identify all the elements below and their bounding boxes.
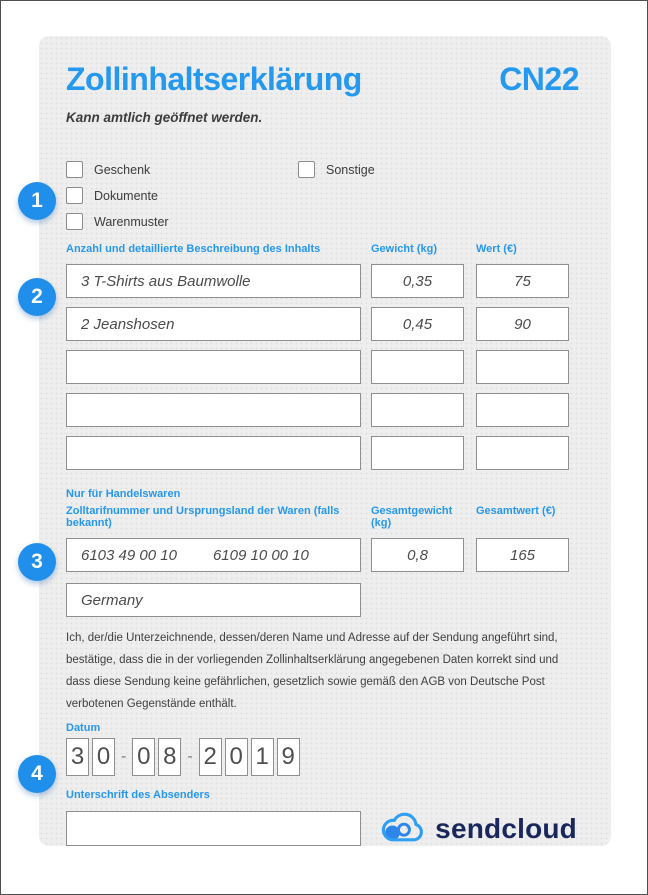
cn22-form-card: [39, 36, 611, 846]
origin-country-row: [66, 583, 579, 617]
brand-logo: [380, 809, 577, 848]
date-month-digit-2[interactable]: 8: [158, 738, 181, 776]
form-subtitle: Kann amtlich geöffnet werden.: [66, 110, 263, 125]
total-weight-field[interactable]: 0,8: [371, 538, 464, 572]
checkbox-dokumente[interactable]: [66, 187, 298, 204]
header-description: Anzahl und detaillierte Beschreibung des Inhalts: [66, 243, 321, 255]
step-badge-2: 2: [18, 278, 56, 316]
item-1-description-field[interactable]: 3 T-Shirts aus Baumwolle: [66, 264, 361, 298]
item-4-value-field[interactable]: [476, 393, 569, 427]
date-month-digit-1[interactable]: 0: [132, 738, 155, 776]
item-5-value-field[interactable]: [476, 436, 569, 470]
checkbox-geschenk-label: Geschenk: [94, 162, 151, 177]
header-weight: Gewicht (kg): [371, 243, 438, 255]
checkbox-dokumente-label: Dokumente: [94, 188, 158, 203]
checkbox-warenmuster[interactable]: [66, 213, 298, 230]
tariff-number-1: 6103 49 00 10: [81, 546, 177, 564]
page-title: Zollinhaltserklärung: [66, 61, 362, 97]
checkbox-sonstige-box[interactable]: [298, 161, 315, 178]
checkbox-geschenk[interactable]: [66, 161, 298, 178]
item-row-1: [66, 264, 579, 298]
checkbox-warenmuster-box[interactable]: [66, 213, 83, 230]
checkbox-sonstige[interactable]: [298, 161, 579, 178]
signature-label: Unterschrift des Absenders: [66, 789, 210, 801]
tariff-number-2: 6109 10 00 10: [212, 546, 309, 564]
item-1-value-field[interactable]: 75: [476, 264, 569, 298]
item-row-3: [66, 350, 579, 384]
date-day-digit-2[interactable]: 0: [92, 738, 115, 776]
date-input-group: [66, 738, 579, 776]
origin-country-field[interactable]: Germany: [66, 583, 361, 617]
item-5-description-field[interactable]: [66, 436, 361, 470]
item-row-2: [66, 307, 579, 341]
commercial-section-label: Nur für Handelswaren: [66, 488, 181, 500]
date-year-digit-2[interactable]: 0: [225, 738, 248, 776]
item-4-weight-field[interactable]: [371, 393, 464, 427]
header-value: Wert (€): [476, 243, 517, 255]
date-label: Datum: [66, 722, 101, 734]
checkbox-sonstige-label: Sonstige: [326, 162, 375, 177]
declaration-text: Ich, der/die Unterzeichnende, dessen/deren Name und Adresse auf der Sendung angeführt sind, bestätige, dass die in der vorliegenden Zollinhaltserklärung angegebenen Daten korrekt sind und dass diese Sendung keine gefährlichen, gesetzlich sowie gemäß den AGB von Deutsche Post verbotenen Gegenstände enthält.: [66, 632, 559, 710]
item-row-4: [66, 393, 579, 427]
step-badge-3: 3: [18, 543, 56, 581]
form-header: [66, 61, 579, 98]
total-weight-label: Gesamtgewicht (kg): [371, 505, 453, 529]
date-year-digit-4[interactable]: 9: [277, 738, 300, 776]
signature-row: [66, 809, 579, 848]
date-separator-1: -: [121, 748, 127, 765]
item-2-description-field[interactable]: 2 Jeanshosen: [66, 307, 361, 341]
brand-name: sendcloud: [435, 812, 577, 844]
date-day-digit-1[interactable]: 3: [66, 738, 89, 776]
item-4-description-field[interactable]: [66, 393, 361, 427]
tariff-number-field[interactable]: [66, 538, 361, 572]
step-badge-4: 4: [18, 755, 56, 793]
category-checkbox-group: [66, 161, 579, 230]
signature-field[interactable]: [66, 811, 361, 846]
sendcloud-cloud-icon: [380, 809, 426, 848]
item-3-weight-field[interactable]: [371, 350, 464, 384]
date-separator-2: -: [187, 748, 193, 765]
date-year-digit-1[interactable]: 2: [199, 738, 222, 776]
tariff-label: Zolltarifnummer und Ursprungsland der Waren (falls bekannt): [66, 505, 340, 529]
checkbox-dokumente-box[interactable]: [66, 187, 83, 204]
item-1-weight-field[interactable]: 0,35: [371, 264, 464, 298]
commercial-header-row: [66, 505, 579, 529]
item-2-weight-field[interactable]: 0,45: [371, 307, 464, 341]
total-value-field[interactable]: 165: [476, 538, 569, 572]
commercial-row: [66, 538, 579, 572]
checkbox-geschenk-box[interactable]: [66, 161, 83, 178]
total-value-label: Gesamtwert (€): [476, 505, 556, 517]
item-3-value-field[interactable]: [476, 350, 569, 384]
step-badge-1: 1: [18, 182, 56, 220]
item-2-value-field[interactable]: 90: [476, 307, 569, 341]
item-row-5: [66, 436, 579, 470]
date-year-digit-3[interactable]: 1: [251, 738, 274, 776]
items-table-header: [66, 243, 579, 255]
item-3-description-field[interactable]: [66, 350, 361, 384]
item-5-weight-field[interactable]: [371, 436, 464, 470]
checkbox-warenmuster-label: Warenmuster: [94, 214, 169, 229]
form-code: CN22: [499, 61, 579, 97]
